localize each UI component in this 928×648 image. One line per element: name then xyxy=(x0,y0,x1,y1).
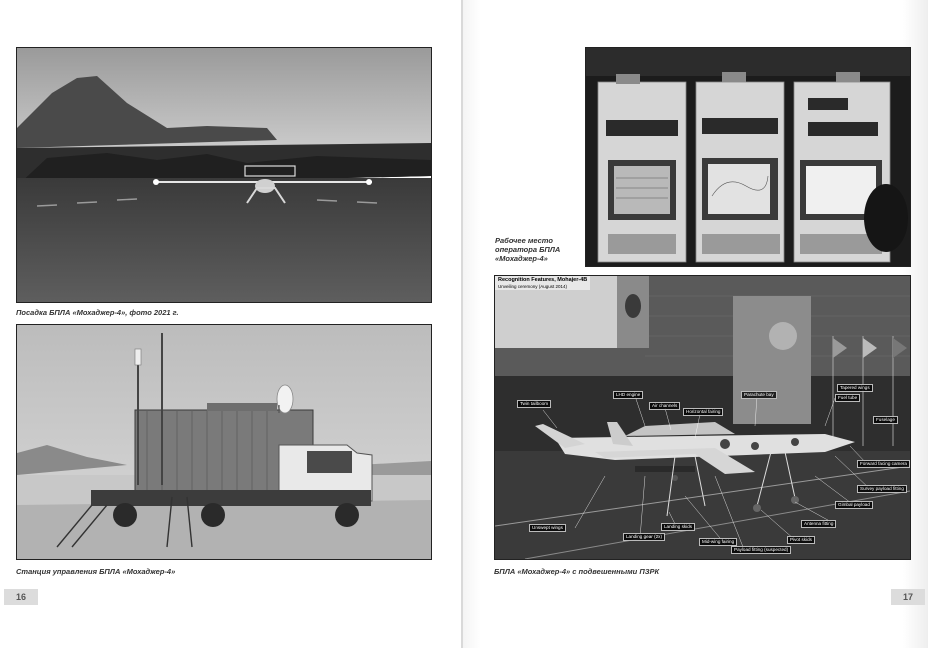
landing-caption: Посадка БПЛА «Мохаджер-4», фото 2021 г. xyxy=(16,308,179,317)
exhibit-photo-image xyxy=(495,276,910,559)
exhibit-label: Survey payload fitting xyxy=(857,485,907,493)
exhibit-caption: БПЛА «Мохаджер-4» с подвешенными ПЗРК xyxy=(494,567,660,576)
exhibit-label: Pivot skids xyxy=(787,536,815,544)
operator-photo xyxy=(585,47,911,267)
station-photo-image xyxy=(17,325,431,559)
operator-photo-image xyxy=(586,48,910,266)
exhibit-label: Mid-wing fairing xyxy=(699,538,737,546)
exhibit-label: Forward facing camera xyxy=(857,460,910,468)
exhibit-banner-title: Recognition Features, Mohajer-4B xyxy=(498,277,588,283)
exhibit-banner xyxy=(495,276,590,290)
exhibit-label: LHD engine xyxy=(613,391,643,399)
exhibit-label: Fuel tube xyxy=(835,394,860,402)
exhibit-label: Antenna fitting xyxy=(801,520,836,528)
operator-caption-line-1: Рабочее место xyxy=(495,236,553,245)
page-number-left: 16 xyxy=(4,589,38,605)
exhibit-label: Payload fitting (suspected) xyxy=(731,546,791,554)
operator-caption-line-3: «Мохаджер-4» xyxy=(495,254,548,263)
page-number-right: 17 xyxy=(891,589,925,605)
exhibit-label: Unswept wings xyxy=(529,524,566,532)
landing-photo xyxy=(16,47,432,303)
landing-photo-image xyxy=(17,48,431,302)
right-page xyxy=(463,0,928,648)
exhibit-label: Tapered wings xyxy=(837,384,873,392)
station-caption: Станция управления БПЛА «Мохаджер-4» xyxy=(16,567,176,576)
exhibit-label: Air channels xyxy=(649,402,680,410)
left-page xyxy=(0,0,462,648)
station-photo xyxy=(16,324,432,560)
exhibit-label: Gimbal payload xyxy=(835,501,873,509)
exhibit-label: Landing gear (2x) xyxy=(623,533,665,541)
exhibit-label: Horizontal fairing xyxy=(683,408,723,416)
exhibit-label: Landing skids xyxy=(661,523,695,531)
operator-caption-line-2: оператора БПЛА xyxy=(495,245,561,254)
operator-caption xyxy=(495,236,575,263)
exhibit-label: Parachute bay xyxy=(741,391,777,399)
exhibit-banner-subtitle: Unveiling ceremony (August 2014) xyxy=(498,284,568,289)
exhibit-photo xyxy=(494,275,911,560)
exhibit-label: Fuselage xyxy=(873,416,898,424)
exhibit-label: Twin tailboom xyxy=(517,400,551,408)
